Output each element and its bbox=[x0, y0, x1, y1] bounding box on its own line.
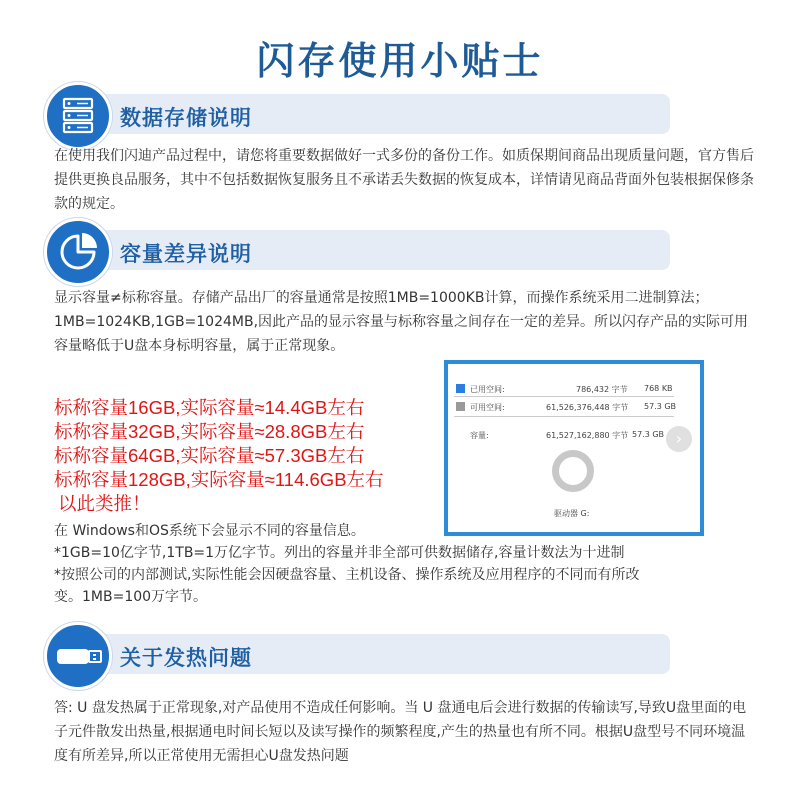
total-capacity-label: 容量: bbox=[470, 431, 489, 440]
capacity-example-32gb: 标称容量32GB,实际容量≈28.8GB左右 bbox=[54, 421, 365, 442]
free-space-bytes: 61,526,376,448 字节 bbox=[546, 403, 629, 412]
disk-properties-screenshot bbox=[444, 360, 704, 536]
note-line: *1GB=10亿字节,1TB=1万亿字节。列出的容量并非全部可供数据储存,容量计数法为十进制 bbox=[54, 545, 625, 561]
capacity-examples bbox=[54, 396, 454, 516]
capacity-example-etc: 以此类推！ bbox=[58, 493, 151, 514]
pie-chart-icon bbox=[44, 218, 112, 286]
chevron-right-icon[interactable]: › bbox=[666, 426, 692, 452]
capacity-description: 显示容量≠标称容量。存储产品出厂的容量通常是按照1MB=1000KB计算，而操作系统采用二进制算法；1MB=1024KB,1GB=1024MB,因此产品的显示容量与标称容量之间存在一定的差异。所以闪存产品的实际可用容量略低于U盘本身标明容量，属于正常现象。 bbox=[54, 290, 749, 354]
capacity-example-128gb: 标称容量128GB,实际容量≈114.6GB左右 bbox=[54, 469, 384, 490]
note-line: 变。1MB=100万字节。 bbox=[54, 589, 208, 605]
capacity-notes bbox=[54, 520, 754, 608]
page-title: 闪存使用小贴士 bbox=[256, 39, 544, 83]
storage-description: 在使用我们闪迪产品过程中，请您将重要数据做好一式多份的备份工作。如质保期间商品出现质量问题，官方售后提供更换良品服务，其中不包括数据恢复服务且不承诺丢失数据的恢复成本，详情请见商品背面外包装根据保修条款的规定。 bbox=[54, 148, 754, 212]
note-line: *按照公司的内部测试,实际性能会因硬盘容量、主机设备、操作系统及应用程序的不同而有所改 bbox=[54, 567, 640, 583]
section-header-capacity bbox=[44, 218, 670, 280]
capacity-example-16gb: 标称容量16GB,实际容量≈14.4GB左右 bbox=[54, 397, 365, 418]
free-space-size: 57.3 GB bbox=[644, 402, 677, 411]
divider bbox=[454, 396, 674, 397]
heat-description: 答: U 盘发热属于正常现象,对产品使用不造成任何影响。当 U 盘通电后会进行数据的传输读写,导致U盘里面的电子元件散发出热量,根据通电时间长短以及读写操作的频繁程度,产生的热量也有所不同。根据U盘型号不同环境温度有所差异,所以正常使用无需担心U盘发热问题 bbox=[54, 700, 747, 764]
section-header-storage bbox=[44, 82, 670, 144]
total-capacity-bytes: 61,527,162,880 字节 bbox=[546, 431, 629, 440]
section-title-heat: 关于发热问题 bbox=[120, 646, 252, 670]
drive-label: 驱动器 G: bbox=[554, 509, 590, 518]
used-space-label: 已用空间: bbox=[470, 385, 505, 394]
divider bbox=[454, 416, 674, 417]
total-capacity-size: 57.3 GB bbox=[632, 430, 665, 439]
used-space-bytes: 786,432 字节 bbox=[576, 385, 628, 394]
server-icon bbox=[44, 82, 112, 150]
used-space-size: 768 KB bbox=[644, 384, 673, 393]
free-space-swatch bbox=[456, 402, 465, 411]
used-space-swatch bbox=[456, 384, 465, 393]
note-line: 在 Windows和OS系统下会显示不同的容量信息。 bbox=[54, 523, 365, 539]
free-space-label: 可用空间: bbox=[470, 403, 505, 412]
section-title-capacity: 容量差异说明 bbox=[120, 242, 252, 266]
section-header-heat bbox=[44, 622, 670, 684]
usb-drive-icon bbox=[44, 622, 112, 690]
capacity-example-64gb: 标称容量64GB,实际容量≈57.3GB左右 bbox=[54, 445, 365, 466]
section-title-storage: 数据存储说明 bbox=[120, 106, 252, 130]
disk-usage-ring bbox=[552, 450, 594, 492]
